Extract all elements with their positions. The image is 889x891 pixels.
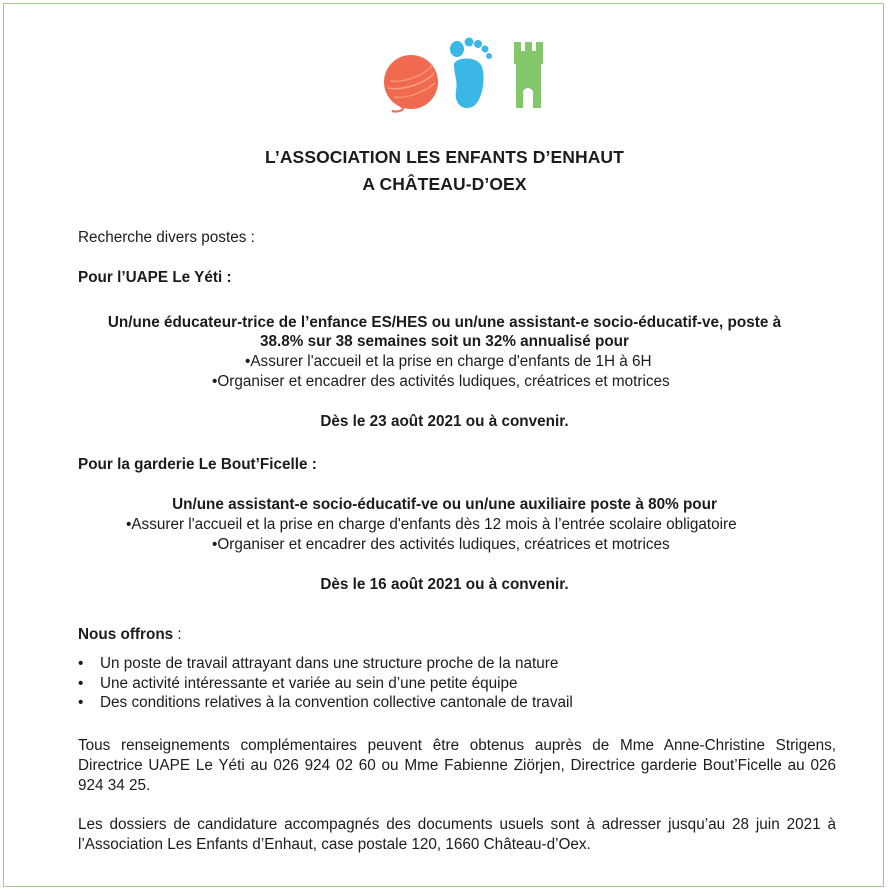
uape-position-line-2: 38.8% sur 38 semaines soit un 32% annualisé pour <box>260 333 629 350</box>
uape-task-item: •Assurer l'accueil et la prise en charge d'enfants de 1H à 6H <box>245 353 652 370</box>
garderie-position: Un/une assistant-e socio-éducatif-ve ou un/une auxiliaire poste à 80% pour <box>172 496 717 513</box>
garderie-task-item: •Assurer l'accueil et la prise en charge d'enfants dès 12 mois à l’entrée scolaire obligatoire <box>126 516 737 533</box>
page-title-line-1: L’ASSOCIATION LES ENFANTS D’ENHAUT <box>265 147 624 167</box>
offer-item-3: • Des conditions relatives à la convention collective cantonale de travail <box>78 693 838 713</box>
uape-start-date: Dès le 23 août 2021 ou à convenir. <box>320 413 569 430</box>
circle-swirl-icon <box>384 55 438 112</box>
offer-heading-colon: : <box>173 626 182 643</box>
garderie-start-date: Dès le 16 août 2021 ou à convenir. <box>320 576 569 593</box>
association-logo <box>378 33 562 113</box>
intro-text: Recherche divers postes : <box>78 229 255 246</box>
uape-position-line-1: Un/une éducateur-trice de l’enfance ES/HES ou un/une assistant-e socio-éducatif-ve, poste à <box>107 314 782 331</box>
contact-paragraph: Tous renseignements complémentaires peuvent être obtenus auprès de Mme Anne-Christine Strigens, Directrice UAPE Le Yéti au 026 924 02 60 ou Mme Fabienne Ziörjen, Directrice garderie Bout’Ficelle au 026 924 34 25. <box>78 737 836 794</box>
page-title-line-2: A CHÂTEAU-D’OEX <box>362 174 527 194</box>
uape-task-2: Organiser et encadrer des activités ludiques, créatrices et motrices <box>217 373 670 390</box>
offer-list <box>78 654 838 713</box>
offer-item-2: • Une activité intéressante et variée au sein d’une petite équipe <box>78 674 838 694</box>
uape-task-item: •Organiser et encadrer des activités ludiques, créatrices et motrices <box>212 373 670 390</box>
uape-heading: Pour l’UAPE Le Yéti : <box>78 269 232 286</box>
footprint-icon <box>450 38 492 109</box>
garderie-task-2: Organiser et encadrer des activités ludiques, créatrices et motrices <box>217 536 670 553</box>
offer-heading-line <box>78 625 182 645</box>
garderie-task-item: •Organiser et encadrer des activités ludiques, créatrices et motrices <box>212 536 670 553</box>
application-paragraph: Les dossiers de candidature accompagnés des documents usuels sont à adresser jusqu’au 28 juin 2021 à l’Association Les Enfants d’Enhaut, case postale 120, 1660 Château-d’Oex. <box>78 816 836 853</box>
garderie-heading: Pour la garderie Le Bout’Ficelle : <box>78 456 317 473</box>
uape-task-1: Assurer l'accueil et la prise en charge d'enfants de 1H à 6H <box>250 353 652 370</box>
offer-heading: Nous offrons <box>78 626 174 643</box>
garderie-task-1: Assurer l'accueil et la prise en charge d'enfants dès 12 mois à l’entrée scolaire obligatoire <box>131 516 737 533</box>
castle-tower-icon <box>514 42 543 108</box>
offer-item-1: • Un poste de travail attrayant dans une structure proche de la nature <box>78 654 838 674</box>
